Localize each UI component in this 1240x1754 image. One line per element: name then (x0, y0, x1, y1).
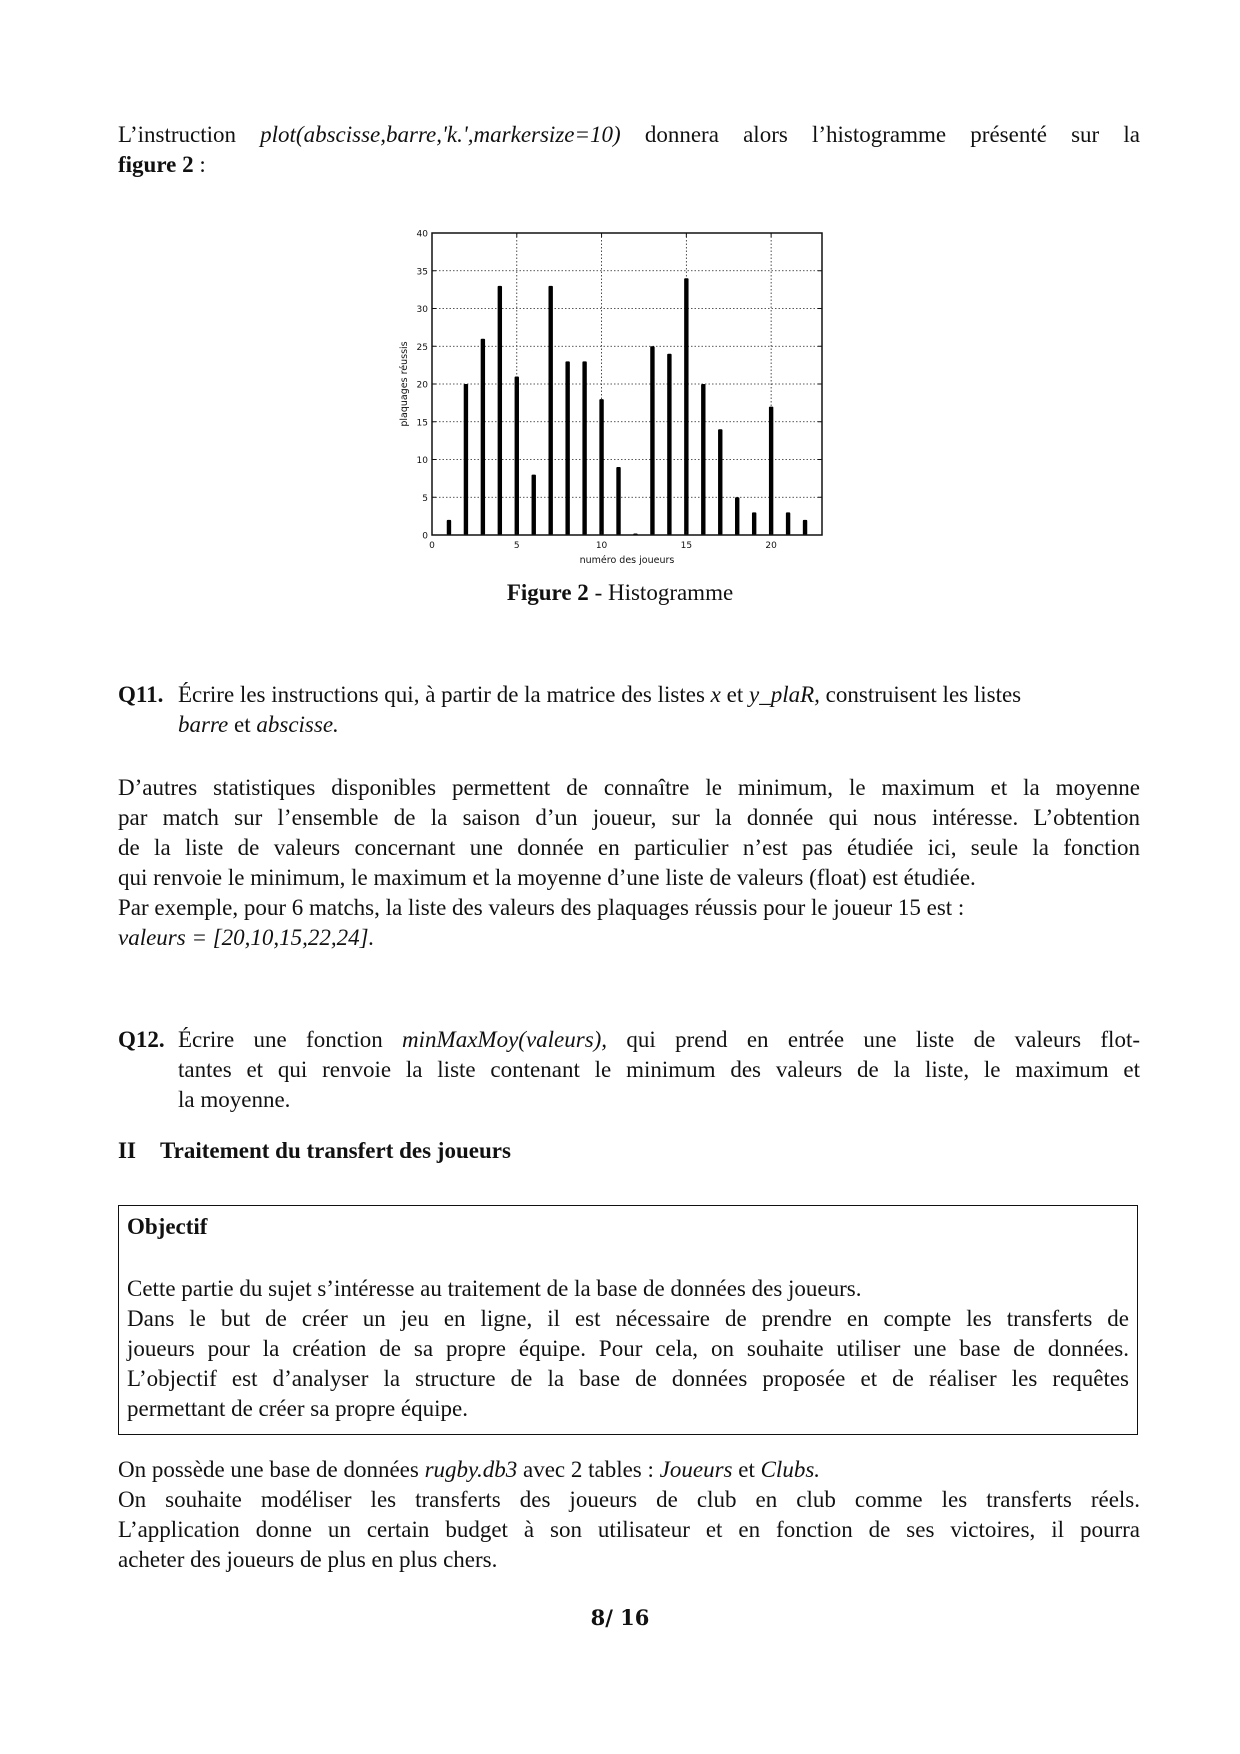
paragraph-line: L’application donne un certain budget à son utilisateur et en fonction de ses victoires, il pourra (118, 1517, 1140, 1542)
plot-frame (432, 233, 822, 535)
question-q12-cont: tantes et qui renvoie la liste contenant le minimum des valeurs de la liste, le maximum et (178, 1057, 1140, 1082)
section-title: Traitement du transfert des joueurs (160, 1138, 511, 1163)
q11-text: construisent les listes (819, 682, 1022, 707)
question-q11-cont (178, 710, 1140, 740)
y-tick-label: 5 (422, 493, 428, 504)
example-values: valeurs = [20,10,15,22,24]. (118, 925, 375, 950)
x-tick-label: 10 (595, 541, 608, 551)
bar (786, 512, 790, 535)
figure-caption (0, 578, 1240, 608)
paragraph-db-intro (118, 1455, 1140, 1485)
paragraph-line: On souhaite modéliser les transferts des joueurs de club en club comme les transferts réels. (118, 1487, 1140, 1512)
bar (803, 520, 807, 535)
y-tick-label: 10 (416, 456, 428, 466)
x-tick-label: 5 (513, 541, 520, 551)
objectif-line: joueurs pour la création de sa propre équipe. Pour cela, on souhaite utiliser une base de données. (127, 1336, 1129, 1361)
bar (498, 286, 502, 535)
x-tick-label: 15 (680, 541, 693, 551)
page-number: 8/ 16 (590, 1605, 650, 1630)
x-tick-label: 0 (429, 541, 435, 551)
q11-text: Écrire les instructions qui, à partir de la matrice des listes (178, 682, 711, 707)
bar (718, 429, 722, 535)
bar (599, 399, 603, 535)
paragraph-line: qui renvoie le minimum, le maximum et la moyenne d’une liste de valeurs (float) est étudiée. (118, 865, 976, 890)
question-q12 (118, 1025, 1140, 1055)
question-q11 (118, 680, 1140, 710)
bar (515, 376, 519, 535)
x-axis-label: numéro des joueurs (579, 555, 675, 566)
objectif-line: L’objectif est d’analyser la structure de la base de données proposée et de réaliser les requêtes (127, 1366, 1129, 1391)
question-number: Q11. (118, 682, 164, 707)
objectif-line: permettant de créer sa propre équipe. (127, 1396, 468, 1421)
bar (701, 384, 705, 535)
x-tick-label: 20 (765, 541, 777, 551)
objectif-line: Cette partie du sujet s’intéresse au traitement de la base de données des joueurs. (127, 1276, 862, 1301)
question-q12-cont: la moyenne. (178, 1087, 291, 1112)
bar (548, 286, 552, 535)
section-number: II (118, 1138, 136, 1163)
bar (447, 520, 451, 535)
bar (464, 384, 468, 535)
section-heading (118, 1138, 511, 1164)
caption-text: - Histogramme (588, 580, 734, 605)
objectif-box (118, 1205, 1138, 1435)
objectif-line: Dans le but de créer un jeu en ligne, il est nécessaire de prendre en compte les transferts de (127, 1306, 1129, 1331)
chart-grid (432, 233, 822, 535)
paragraph-line: acheter des joueurs de plus en plus chers. (118, 1547, 498, 1572)
bar (667, 354, 671, 535)
intro-line-1 (118, 120, 1140, 150)
intro-text: L’instruction (118, 122, 261, 147)
bar (582, 361, 586, 535)
q12-text: qui prend en entrée une liste de valeurs flot- (607, 1027, 1141, 1052)
bar (684, 278, 688, 535)
bar (769, 407, 773, 535)
y-tick-label: 20 (416, 380, 428, 391)
p2-text: avec 2 tables : (517, 1457, 660, 1482)
y-tick-label: 0 (422, 531, 428, 542)
paragraph-line: D’autres statistiques disponibles permettent de connaître le minimum, le maximum et la moyenne (118, 775, 1140, 800)
colon: : (193, 152, 206, 177)
q11-text: et (720, 682, 749, 707)
plot-instruction-code: plot(abscisse,barre,'k.',markersize=10) (260, 122, 621, 147)
q12-text: Écrire une fonction (178, 1027, 403, 1052)
paragraph-line: par match sur l’ensemble de la saison d’un joueur, sur la donnée qui nous intéresse. L’obtention (118, 805, 1140, 830)
y-tick-label: 30 (416, 305, 428, 315)
bar (735, 497, 739, 535)
db-filename: rugby.db3 (424, 1457, 518, 1482)
intro-text-end: donnera alors l’histogramme présenté sur la (620, 122, 1140, 147)
paragraph-line: Par exemple, pour 6 matchs, la liste des valeurs des plaquages réussis pour le joueur 15 est : (118, 895, 965, 920)
chart-bars (447, 278, 807, 535)
bar (616, 467, 620, 535)
histogram-chart (390, 205, 850, 585)
table-clubs: Clubs. (760, 1457, 821, 1482)
intro-line-2 (118, 150, 1140, 180)
p2-text: On possède une base de données (118, 1457, 425, 1482)
paragraph-line: de la liste de valeurs concernant une donnée en particulier n’est pas étudiée ici, seule la fonction (118, 835, 1140, 860)
bar (565, 361, 569, 535)
question-number: Q12. (118, 1027, 165, 1052)
var-y-plar: y_plaR, (749, 682, 820, 707)
function-name: minMaxMoy(valeurs), (402, 1027, 608, 1052)
q11-text: et (228, 712, 257, 737)
figure-reference: figure 2 (118, 152, 194, 177)
bar (481, 339, 485, 535)
p2-text: et (732, 1457, 761, 1482)
objectif-title: Objectif (127, 1214, 208, 1239)
y-tick-label: 15 (416, 418, 428, 429)
var-barre: barre (178, 712, 229, 737)
var-abscisse: abscisse. (256, 712, 339, 737)
bar (650, 346, 654, 535)
y-tick-label: 25 (416, 342, 428, 353)
caption-label: Figure 2 (506, 580, 589, 605)
table-joueurs: Joueurs (659, 1457, 733, 1482)
y-tick-label: 35 (416, 267, 428, 278)
var-x: x (710, 682, 721, 707)
bar (532, 475, 536, 535)
y-tick-label: 40 (416, 229, 428, 240)
y-axis-label: plaquages réussis (399, 341, 410, 427)
bar (752, 512, 756, 535)
